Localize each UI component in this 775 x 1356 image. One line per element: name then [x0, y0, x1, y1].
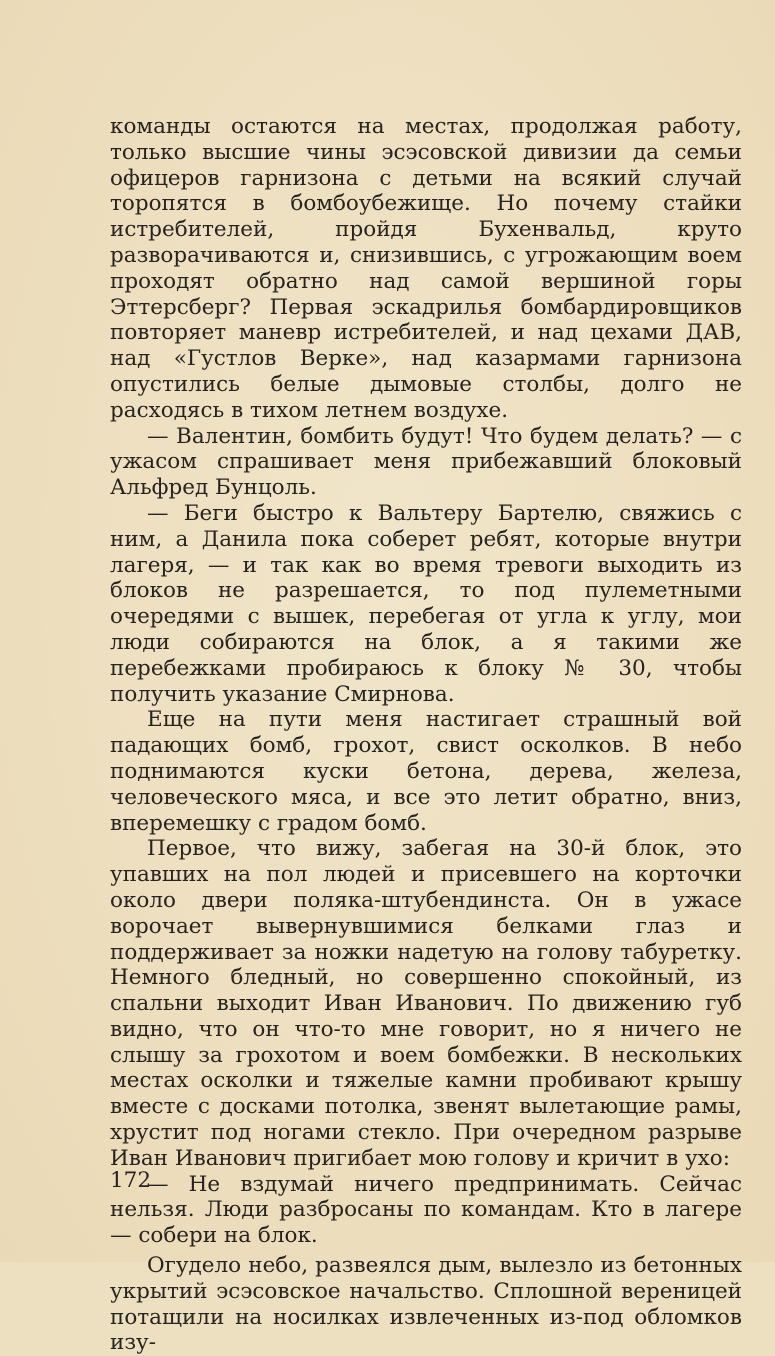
- body-text: [110, 114, 742, 1356]
- paragraph-3: — Беги быстро к Вальтеру Бартелю, свяжись с ним, а Данила пока соберет ребят, которые внутри лагеря, — и так как во время тревоги выходить из блоков не разрешается, то под пулеметными очередями с вышек, перебегая от угла к углу, мои люди собираются на блок, а я такими же перебежками пробираюсь к блоку № 30, чтобы получить указание Смирнова.: [110, 500, 742, 707]
- page-number: 172: [110, 1168, 152, 1193]
- paragraph-1: команды остаются на местах, продолжая работу, только высшие чины эсэсовской дивизии да семьи офицеров гарнизона с детьми на всякий случай торопятся в бомбоубежище. Но почему стайки истребителей, пройдя Бухенвальд, круто разворачиваются и, снизившись, с угрожающим воем проходят обратно над самой вершиной горы Эттерсберг? Первая эскадрилья бомбардировщиков повторяет маневр истребителей, и над цехами ДАВ, над «Густлов Верке», над казармами гарнизона опустились белые дымовые столбы, долго не расходясь в тихом летнем воздухе.: [110, 114, 742, 423]
- paragraph-4: Еще на пути меня настигает страшный вой падающих бомб, грохот, свист осколков. В небо поднимаются куски бетона, дерева, железа, человеческого мяса, и все это летит обратно, вниз, вперемешку с градом бомб.: [110, 707, 742, 836]
- paragraph-7: Огудело небо, развеялся дым, вылезло из бетонных укрытий эсэсовское начальство. Сплошной вереницей потащили на носилках извлеченных из-под обломков изу-: [110, 1253, 742, 1356]
- paragraph-6: — Не вздумай ничего предпринимать. Сейчас нельзя. Люди разбросаны по командам. Кто в лагере — собери на блок.: [110, 1171, 742, 1249]
- paragraph-5: Первое, что вижу, забегая на 30-й блок, это упавших на пол людей и присевшего на корточки около двери поляка-штубендинста. Он в ужасе ворочает вывернувшимися белками глаз и поддерживает за ножки надетую на голову табуретку. Немного бледный, но совершенно спокойный, из спальни выходит Иван Иванович. По движению губ видно, что он что-то мне говорит, но я ничего не слышу за грохотом и воем бомбежки. В нескольких местах осколки и тяжелые камни пробивают крышу вместе с досками потолка, звенят вылетающие рамы, хрустит под ногами стекло. При очередном разрыве Иван Иванович пригибает мою голову и кричит в ухо:: [110, 836, 742, 1171]
- paragraph-2: — Валентин, бомбить будут! Что будем делать? — с ужасом спрашивает меня прибежавший блоковый Альфред Бунцоль.: [110, 423, 742, 501]
